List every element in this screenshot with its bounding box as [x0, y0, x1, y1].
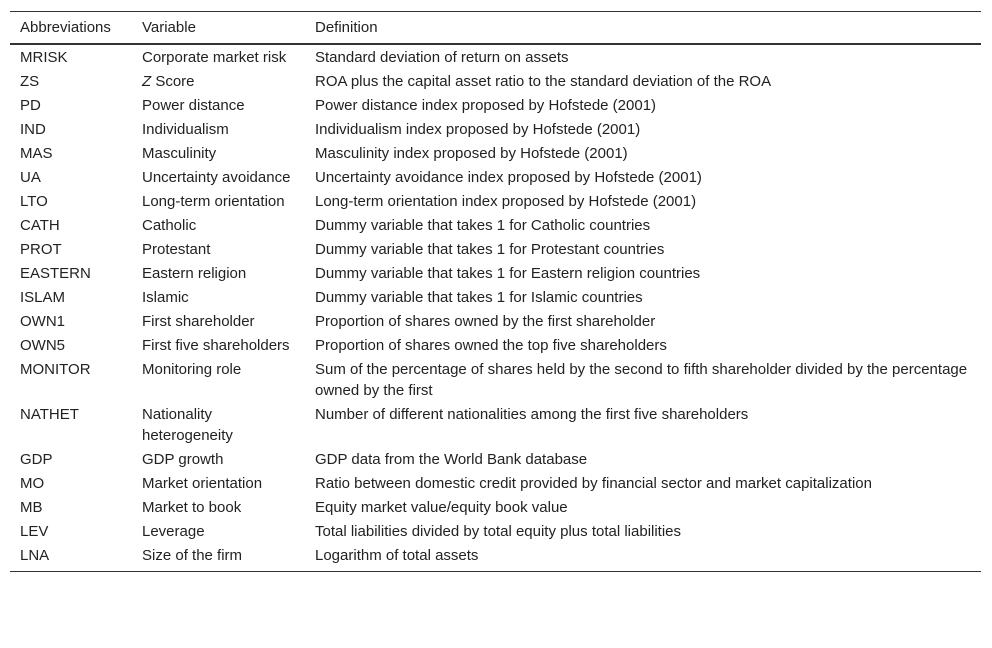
cell-abbreviation: IND: [20, 121, 46, 138]
cell-definition: Masculinity index proposed by Hofstede (2001): [315, 145, 628, 162]
table-row: [10, 238, 981, 262]
cell-definition: Uncertainty avoidance index proposed by Hofstede (2001): [315, 169, 702, 186]
cell-definition: Dummy variable that takes 1 for Protestant countries: [315, 241, 665, 258]
header-row: [10, 12, 981, 45]
cell-definition: Individualism index proposed by Hofstede (2001): [315, 121, 641, 138]
cell-variable: Corporate market risk: [142, 49, 287, 66]
cell-definition: GDP data from the World Bank database: [315, 451, 588, 468]
cell-abbreviation: MO: [20, 475, 45, 492]
table-row: [10, 190, 981, 214]
cell-variable: GDP growth: [142, 451, 224, 468]
variables-table: [10, 11, 981, 572]
cell-variable: Nationality heterogeneity: [142, 406, 233, 444]
cell-definition: Proportion of shares owned the top five shareholders: [315, 337, 667, 354]
cell-abbreviation: PD: [20, 97, 41, 114]
table-row: [10, 44, 981, 70]
cell-abbreviation: MRISK: [20, 49, 68, 66]
table-row: [10, 520, 981, 544]
cell-abbreviation: UA: [20, 169, 41, 186]
table-row: [10, 310, 981, 334]
cell-abbreviation: OWN5: [20, 337, 65, 354]
cell-abbreviation: LNA: [10, 544, 132, 572]
cell-abbreviation: GDP: [20, 451, 53, 468]
table-row: [10, 214, 981, 238]
cell-abbreviation: NATHET: [20, 406, 79, 423]
cell-definition: Dummy variable that takes 1 for Islamic countries: [315, 289, 643, 306]
cell-variable: Market to book: [142, 499, 242, 516]
cell-definition: Standard deviation of return on assets: [315, 49, 569, 66]
cell-variable: Uncertainty avoidance: [142, 169, 291, 186]
cell-variable: Catholic: [142, 217, 197, 234]
table-row: [10, 358, 981, 403]
cell-variable: Individualism: [142, 121, 229, 138]
header-variable: Variable: [132, 12, 305, 45]
table-row: [10, 118, 981, 142]
cell-abbreviation: LEV: [20, 523, 49, 540]
cell-variable: Protestant: [142, 241, 211, 258]
cell-definition: Number of different nationalities among the first five shareholders: [315, 406, 749, 423]
table-row: [10, 142, 981, 166]
cell-variable: [132, 70, 305, 94]
cell-abbreviation: MONITOR: [20, 361, 91, 378]
cell-definition: Equity market value/equity book value: [315, 499, 568, 516]
cell-variable: Power distance: [142, 97, 245, 114]
cell-variable: Eastern religion: [142, 265, 247, 282]
cell-abbreviation: ISLAM: [20, 289, 66, 306]
cell-definition: Long-term orientation index proposed by Hofstede (2001): [315, 193, 697, 210]
table-row: [10, 70, 981, 94]
cell-definition: Proportion of shares owned by the first shareholder: [315, 313, 656, 330]
table-body: [10, 44, 981, 572]
cell-definition: Ratio between domestic credit provided by financial sector and market capitalization: [315, 475, 872, 492]
cell-variable: Islamic: [142, 289, 189, 306]
table-row: [10, 403, 981, 448]
cell-abbreviation: MB: [20, 499, 43, 516]
table-row: [10, 448, 981, 472]
table-row: [10, 334, 981, 358]
cell-definition: Dummy variable that takes 1 for Eastern religion countries: [315, 265, 701, 282]
cell-definition: Sum of the percentage of shares held by the second to fifth shareholder divided by the percentage owned by the first: [315, 361, 968, 399]
cell-abbreviation: LTO: [20, 193, 48, 210]
table-row: [10, 286, 981, 310]
cell-variable: Market orientation: [142, 475, 263, 492]
table-row: [10, 166, 981, 190]
cell-variable: First shareholder: [142, 313, 255, 330]
table-row: [10, 544, 981, 572]
cell-abbreviation: PROT: [20, 241, 62, 258]
cell-variable: Size of the firm: [132, 544, 305, 572]
variable-text: Score: [151, 73, 195, 90]
header-definition: Definition: [305, 12, 981, 45]
cell-abbreviation: ZS: [20, 73, 40, 90]
cell-variable: First five shareholders: [142, 337, 290, 354]
cell-abbreviation: EASTERN: [20, 265, 91, 282]
cell-definition: Total liabilities divided by total equity plus total liabilities: [315, 523, 682, 540]
cell-definition: Power distance index proposed by Hofstede (2001): [315, 97, 657, 114]
cell-definition: Logarithm of total assets: [305, 544, 981, 572]
table-row: [10, 472, 981, 496]
table-header: [10, 12, 981, 45]
cell-abbreviation: OWN1: [20, 313, 65, 330]
cell-abbreviation: CATH: [20, 217, 60, 234]
cell-definition: ROA plus the capital asset ratio to the standard deviation of the ROA: [315, 73, 772, 90]
cell-abbreviation: MAS: [20, 145, 53, 162]
table-row: [10, 94, 981, 118]
cell-variable: Long-term orientation: [142, 193, 285, 210]
header-abbreviations: Abbreviations: [10, 12, 132, 45]
cell-variable: Masculinity: [142, 145, 217, 162]
table-row: [10, 262, 981, 286]
cell-variable: Monitoring role: [142, 361, 242, 378]
table-row: [10, 496, 981, 520]
variable-italic-part: Z: [142, 73, 152, 90]
cell-variable: Leverage: [142, 523, 205, 540]
cell-definition: Dummy variable that takes 1 for Catholic countries: [315, 217, 651, 234]
variables-table-container: [10, 11, 981, 572]
